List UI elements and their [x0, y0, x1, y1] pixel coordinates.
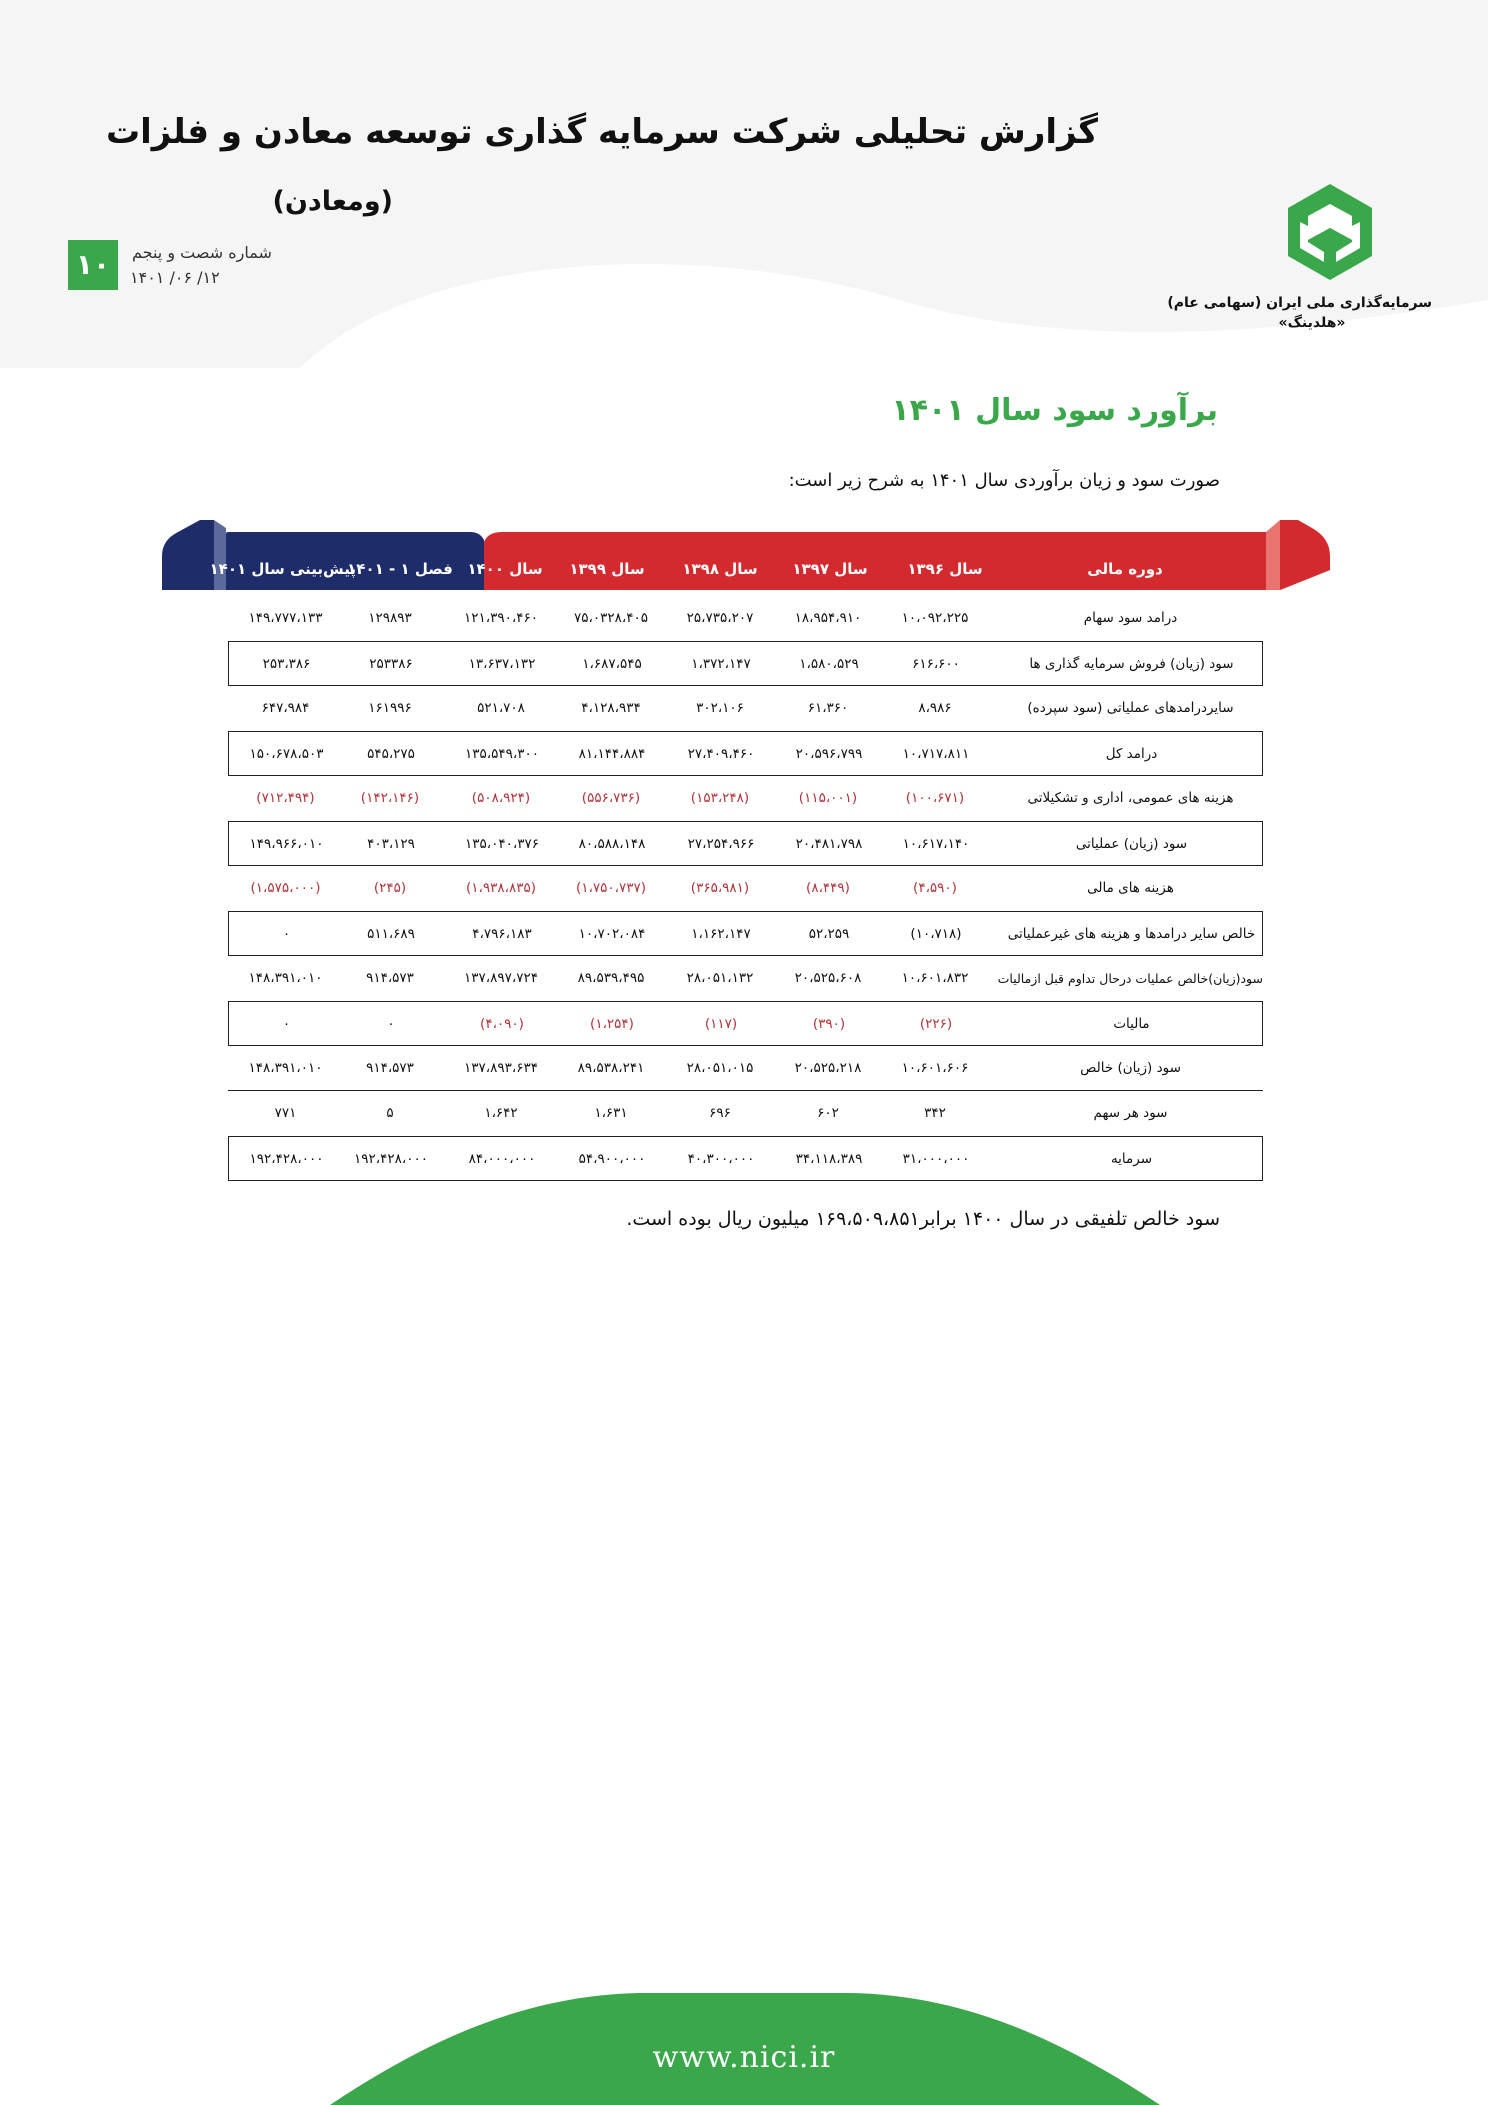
cell-1396: (۴،۵۹۰) [913, 880, 957, 896]
table-row [228, 956, 1263, 1001]
cell-1400: ۴،۷۹۶،۱۸۳ [472, 926, 532, 942]
row-label: سایردرامدهای عملیاتی (سود سپرده) [1027, 700, 1234, 716]
cell-1398: ۴۰،۳۰۰،۰۰۰ [687, 1151, 755, 1167]
cell-1397: ۶۱،۳۶۰ [807, 700, 849, 716]
cell-1396: ۱۰،۶۱۷،۱۴۰ [902, 836, 970, 852]
cell-1400: ۱۳،۶۳۷،۱۳۲ [468, 656, 536, 672]
report-title: گزارش تحلیلی شرکت سرمایه گذاری توسعه معادن و فلزات [105, 112, 1098, 152]
cell-1396: ۸،۹۸۶ [918, 700, 952, 716]
column-header-1400: سال ۱۴۰۰ [467, 560, 543, 578]
table-row [228, 686, 1263, 731]
cell-1397: (۸،۴۴۹) [806, 880, 850, 896]
cell-1399: ۱۰،۷۰۲،۰۸۴ [578, 926, 646, 942]
report-subtitle: (ومعادن) [272, 186, 393, 217]
table-row [228, 1046, 1263, 1091]
cell-q1-1401: ۹۱۴،۵۷۳ [366, 970, 414, 986]
page-number-badge: ۱۰ [68, 240, 118, 290]
cell-1396: ۱۰،۶۰۱،۸۳۲ [901, 970, 969, 986]
cell-1397: ۳۴،۱۱۸،۳۸۹ [795, 1151, 863, 1167]
organization-name-line1: سرمایه‌گذاری ملی ایران (سهامی عام) [1167, 295, 1432, 311]
table-row [228, 911, 1263, 956]
cell-1396: ۳۴۲ [924, 1105, 946, 1121]
row-label: هزینه های مالی [1087, 880, 1174, 896]
row-label: خالص سایر درامدها و هزینه های غیرعملیاتی [1007, 926, 1256, 942]
table-row [228, 731, 1263, 776]
cell-forecast-1401: (۷۱۲،۴۹۴) [256, 790, 315, 806]
cell-1398: ۳۰۲،۱۰۶ [696, 700, 744, 716]
section-title: برآورد سود سال ۱۴۰۱ [891, 393, 1218, 428]
cell-q1-1401: ۹۱۴،۵۷۳ [366, 1060, 414, 1076]
issue-label: شماره شصت و پنجم [132, 243, 272, 262]
cell-1398: (۳۶۵،۹۸۱) [690, 880, 750, 896]
table-row [228, 1001, 1263, 1046]
cell-q1-1401: ۱۶۱۹۹۶ [368, 700, 412, 716]
cell-1396: (۲۲۶) [919, 1016, 953, 1032]
cell-forecast-1401: ۱۴۸،۳۹۱،۰۱۰ [248, 970, 323, 986]
cell-1400: ۱۳۷،۸۹۳،۶۳۴ [464, 1060, 538, 1076]
cell-1397: ۲۰،۵۲۵،۶۰۸ [794, 970, 862, 986]
cell-1400: ۱،۶۴۲ [484, 1105, 518, 1121]
cell-q1-1401: ۰ [387, 1016, 395, 1032]
cell-1399: ۸۹،۵۳۸،۲۴۱ [577, 1060, 645, 1076]
cell-1399: ۸۱،۱۴۴،۸۸۴ [578, 746, 646, 762]
table-row [228, 776, 1263, 821]
profit-loss-table [228, 596, 1263, 1181]
cell-1397: ۱،۵۸۰،۵۲۹ [799, 656, 859, 672]
cell-1400: ۱۳۵،۵۴۹،۳۰۰ [465, 746, 539, 762]
cell-1400: (۵۰۸،۹۲۴) [471, 790, 531, 806]
cell-1400: (۴،۰۹۰) [480, 1016, 524, 1032]
cell-1396: ۱۰،۰۹۲،۲۲۵ [901, 610, 969, 626]
table-row [228, 821, 1263, 866]
cell-1397: ۲۰،۴۸۱،۷۹۸ [795, 836, 863, 852]
cell-1399: ۱،۶۸۷،۵۴۵ [582, 656, 642, 672]
cell-1400: ۱۳۵،۰۴۰،۳۷۶ [465, 836, 539, 852]
cell-forecast-1401: ۷۷۱ [274, 1105, 297, 1121]
website-link[interactable]: www.nici.ir [652, 2040, 836, 2075]
cell-1397: ۲۰،۵۲۵،۲۱۸ [794, 1060, 862, 1076]
cell-forecast-1401: ۱۴۹،۹۶۶،۰۱۰ [249, 836, 324, 852]
cell-1399: ۱،۶۳۱ [594, 1105, 628, 1121]
cell-q1-1401: (۱۴۲،۱۴۶) [360, 790, 420, 806]
cell-1398: ۱،۳۷۲،۱۴۷ [691, 656, 751, 672]
footnote-text: سود خالص تلفیقی در سال ۱۴۰۰ برابر۱۶۹،۵۰۹،۸۵۱ میلیون ریال بوده است. [626, 1208, 1220, 1230]
cell-1400: (۱،۹۳۸،۸۳۵) [465, 880, 536, 896]
cell-1396: ۱۰،۶۰۱،۶۰۶ [901, 1060, 969, 1076]
cell-1399: ۸۹،۵۳۹،۴۹۵ [577, 970, 645, 986]
table-row [228, 1091, 1263, 1136]
cell-1399: (۵۵۶،۷۳۶) [581, 790, 641, 806]
cell-forecast-1401: ۱۴۹،۷۷۷،۱۳۳ [248, 610, 323, 626]
cell-q1-1401: ۵ [386, 1105, 394, 1121]
cell-1397: ۲۰،۵۹۶،۷۹۹ [795, 746, 863, 762]
table-row [228, 866, 1263, 911]
cell-q1-1401: (۲۴۵) [373, 880, 407, 896]
column-header-forecast-1401: پیش‌بینی سال ۱۴۰۱ [209, 560, 356, 578]
cell-1396: ۶۱۶،۶۰۰ [912, 656, 960, 672]
row-label: سود (زیان) عملیاتی [1075, 836, 1188, 852]
cell-1398: ۱،۱۶۲،۱۴۷ [691, 926, 751, 942]
cell-q1-1401: ۵۴۵،۲۷۵ [367, 746, 415, 762]
row-label: سود(زیان)خالص عملیات درحال تداوم قبل ازمالیات [997, 971, 1263, 986]
cell-1399: (۱،۷۵۰،۷۳۷) [575, 880, 646, 896]
cell-forecast-1401: ۱۵۰،۶۷۸،۵۰۳ [249, 746, 324, 762]
cell-1397: ۶۰۲ [817, 1105, 839, 1121]
intro-text: صورت سود و زیان برآوردی سال ۱۴۰۱ به شرح زیر است: [788, 470, 1220, 491]
cell-1400: ۵۲۱،۷۰۸ [477, 700, 525, 716]
row-label: مالیات [1113, 1016, 1150, 1032]
column-header-q1-1401: فصل ۱ - ۱۴۰۱ [347, 560, 453, 578]
cell-1399: ۵۴،۹۰۰،۰۰۰ [578, 1151, 646, 1167]
cell-1396: ۳۱،۰۰۰،۰۰۰ [902, 1151, 970, 1167]
cell-q1-1401: ۱۹۲،۴۲۸،۰۰۰ [354, 1151, 428, 1167]
cell-forecast-1401: (۱،۵۷۵،۰۰۰) [250, 880, 321, 896]
organization-name-line2: «هلدینگ» [1278, 315, 1346, 331]
table-row [228, 641, 1263, 686]
cell-1399: ۴،۱۲۸،۹۳۴ [581, 700, 641, 716]
cell-q1-1401: ۴۰۳،۱۲۹ [367, 836, 415, 852]
row-label: درامد کل [1105, 746, 1158, 762]
cell-forecast-1401: ۰ [282, 926, 291, 942]
table-row [228, 1136, 1263, 1181]
cell-1397: ۵۲،۲۵۹ [808, 926, 850, 942]
cell-1398: ۲۸،۰۵۱،۰۱۵ [686, 1060, 754, 1076]
cell-1400: ۱۲۱،۳۹۰،۴۶۰ [464, 610, 538, 626]
cell-forecast-1401: ۰ [282, 1016, 291, 1032]
column-header-1398: سال ۱۳۹۸ [682, 560, 758, 578]
organization-name [1167, 293, 1432, 333]
cell-1398: ۲۸،۰۵۱،۱۳۲ [686, 970, 754, 986]
cell-forecast-1401: ۲۵۳،۳۸۶ [262, 656, 311, 672]
cell-forecast-1401: ۱۴۸،۳۹۱،۰۱۰ [248, 1060, 323, 1076]
cell-1398: (۱۵۳،۲۴۸) [690, 790, 750, 806]
nici-logo-icon [1280, 182, 1380, 282]
cell-1398: ۲۷،۲۵۴،۹۶۶ [687, 836, 755, 852]
cell-1399: (۱،۲۵۴) [590, 1016, 634, 1032]
column-header-1396: سال ۱۳۹۶ [907, 560, 983, 578]
column-header-period: دوره مالی [1087, 560, 1163, 578]
cell-1396: ۱۰،۷۱۷،۸۱۱ [902, 746, 970, 762]
issue-date: ۱۴۰۱ /۰۶ /۱۲ [130, 268, 220, 287]
cell-1397: ۱۸،۹۵۴،۹۱۰ [794, 610, 862, 626]
cell-1396: (۱۰۰،۶۷۱) [905, 790, 965, 806]
cell-1398: (۱۱۷) [704, 1016, 738, 1032]
row-label: درامد سود سهام [1083, 610, 1178, 626]
row-label: سود (زیان) خالص [1080, 1060, 1181, 1076]
cell-1398: ۲۷،۴۰۹،۴۶۰ [687, 746, 755, 762]
cell-q1-1401: ۲۵۳۳۸۶ [369, 656, 413, 672]
cell-1399: ۸۰،۵۸۸،۱۴۸ [578, 836, 646, 852]
table-row [228, 596, 1263, 641]
row-label: هزینه های عمومی، اداری و تشکیلاتی [1027, 790, 1234, 806]
row-label: سود هر سهم [1093, 1105, 1168, 1121]
column-header-1397: سال ۱۳۹۷ [792, 560, 868, 578]
cell-forecast-1401: ۱۹۲،۴۲۸،۰۰۰ [249, 1151, 324, 1167]
cell-1397: (۱۱۵،۰۰۱) [798, 790, 858, 806]
row-label: سود (زیان) فروش سرمایه گذاری ها [1029, 656, 1234, 672]
cell-1400: ۱۳۷،۸۹۷،۷۲۴ [464, 970, 538, 986]
column-header-1399: سال ۱۳۹۹ [569, 560, 645, 578]
cell-q1-1401: ۱۲۹۸۹۳ [368, 610, 412, 626]
cell-forecast-1401: ۶۴۷،۹۸۴ [261, 700, 310, 716]
cell-1396: (۱۰،۷۱۸) [910, 926, 962, 942]
cell-q1-1401: ۵۱۱،۶۸۹ [367, 926, 415, 942]
cell-1398: ۲۵،۷۳۵،۲۰۷ [686, 610, 754, 626]
cell-1399: ۷۵،۰۳۲۸،۴۰۵ [574, 610, 648, 626]
cell-1400: ۸۴،۰۰۰،۰۰۰ [468, 1151, 536, 1167]
cell-1398: ۶۹۶ [709, 1105, 731, 1121]
cell-1397: (۳۹۰) [812, 1016, 846, 1032]
row-label: سرمایه [1110, 1151, 1153, 1167]
